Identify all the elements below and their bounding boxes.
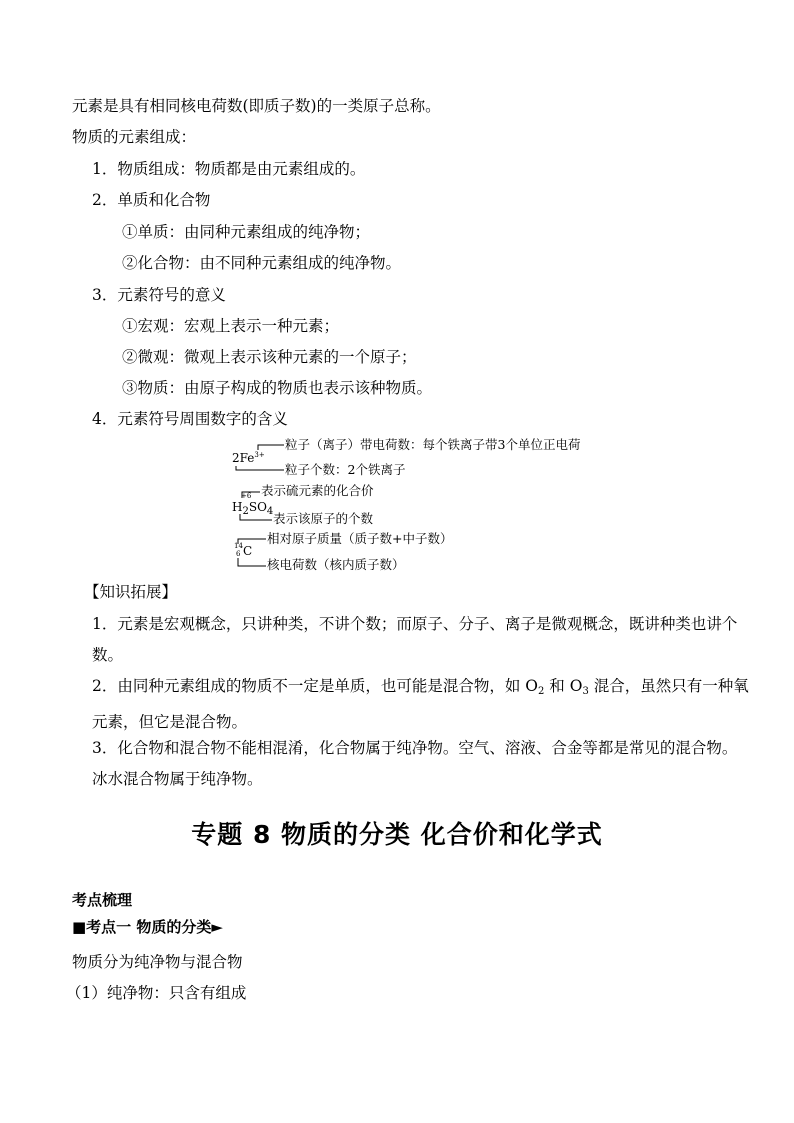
item-3c: ③物质：由原子构成的物质也表示该种物质。 bbox=[122, 379, 433, 397]
fe-charge: 3+ bbox=[254, 451, 265, 459]
item-3a: ①宏观：宏观上表示一种元素； bbox=[122, 317, 340, 335]
s-label-count: 表示该原子的个数 bbox=[273, 511, 374, 526]
item-2: 2．单质和化合物 bbox=[92, 191, 211, 209]
classification-line: 物质分为纯净物与混合物 bbox=[72, 953, 243, 971]
item-3: 3．元素符号的意义 bbox=[92, 286, 226, 304]
expansion-point-2: 2．由同种元素组成的物质不一定是单质，也可能是混合物，如 $O_2$ 和 $O_3$ 混合，虽然只有一种氧元素，但它是混合物。 bbox=[92, 677, 749, 731]
composition-heading: 物质的元素组成： bbox=[72, 128, 197, 146]
element-definition: 元素是具有相同核电荷数(即质子数)的一类原子总称。 bbox=[72, 97, 441, 115]
c-label-mass: 相对原子质量（质子数+中子数） bbox=[267, 531, 453, 546]
fe-label-charge: 粒子（离子）带电荷数：每个铁离子带3个单位正电荷 bbox=[285, 437, 581, 452]
fe-label-count: 粒子个数：2个铁离子 bbox=[285, 462, 406, 477]
topic-title: 专题 8 物质的分类 化合价和化学式 bbox=[191, 820, 603, 849]
pure-substance-line: （1）纯净物：只含有组成 bbox=[66, 984, 247, 1002]
c-mass: 14 bbox=[234, 542, 243, 550]
point-heading: ■考点一 物质的分类► bbox=[72, 918, 223, 936]
s-label-valence: 表示硫元素的化合价 bbox=[261, 483, 374, 498]
item-4: 4．元素符号周围数字的含义 bbox=[92, 410, 288, 428]
c-symbol: C bbox=[243, 544, 253, 558]
expansion-point-3: 3．化合物和混合物不能相混淆，化合物属于纯净物。空气、溶液、合金等都是常见的混合物。冰水混合物属于纯净物。 bbox=[92, 739, 738, 788]
h2so4-symbol: $H_2SO_4$ bbox=[232, 500, 274, 517]
item-2b: ②化合物：由不同种元素组成的纯净物。 bbox=[122, 254, 402, 272]
expansion-point-1: 1．元素是宏观概念，只讲种类，不讲个数；而原子、分子、离子是微观概念，既讲种类也讲个数。 bbox=[92, 615, 738, 664]
s-valence: +6 bbox=[241, 492, 252, 500]
expansion-heading: 【知识拓展】 bbox=[84, 583, 178, 601]
c-number: 6 bbox=[236, 550, 241, 558]
c-label-charge: 核电荷数（核内质子数） bbox=[267, 557, 405, 572]
fe-symbol: $2Fe^{3+}$ bbox=[232, 451, 265, 465]
symbol-meaning-diagram bbox=[228, 436, 628, 580]
item-1: 1．物质组成：物质都是由元素组成的。 bbox=[92, 160, 366, 178]
item-2a: ①单质：由同种元素组成的纯净物； bbox=[122, 223, 371, 241]
item-3b: ②微观：微观上表示该种元素的一个原子； bbox=[122, 348, 417, 366]
section-heading: 考点梳理 bbox=[72, 891, 133, 909]
